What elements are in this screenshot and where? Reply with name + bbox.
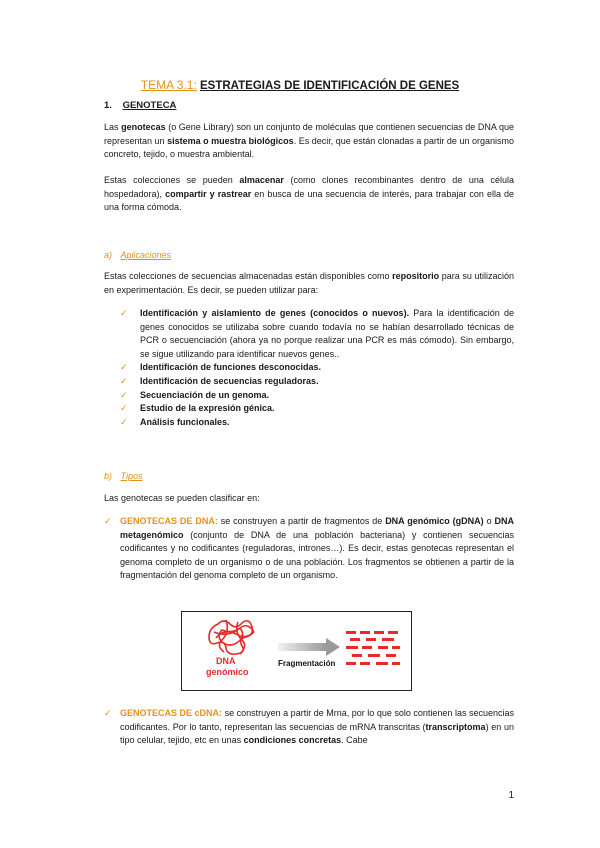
page-number: 1 [508,790,514,801]
bold-run: almacenar [239,175,284,185]
text-run: o [483,516,495,526]
title-text: ESTRATEGIAS DE IDENTIFICACIÓN DE GENES [200,80,460,92]
text-run: se construyen a partir de Mrna, por lo que solo contienen las secuencias codificantes. Por lo tanto, representan las secuencias de mRNA transcritas ( [120,708,514,732]
genotecas-cdna-heading: GENOTECAS DE cDNA: [120,708,223,718]
checkmark-icon: ✓ [120,389,128,400]
intro-paragraph-1 [104,121,514,162]
checkmark-icon: ✓ [120,375,128,386]
list-item [120,361,514,375]
fragmentation-diagram [182,612,411,690]
checkmark-icon: ✓ [120,403,128,414]
title-number: TEMA 3.1: [140,78,197,92]
subsection-heading-tipos [104,471,142,481]
bold-run: Identificación de secuencias reguladoras. [140,375,319,386]
list-item [120,402,514,416]
bold-run: Identificación de funciones desconocidas. [140,362,322,373]
text-run: Las [104,122,122,132]
tipos-list-gdna [104,515,514,583]
dna-fragments-icon [346,631,400,665]
intro-paragraph-2 [104,174,514,215]
text-run: (conjunto de DNA de una población bacteriana) y contienen secuencias codificantes y no codificantes (reguladoras, intrones…). Es decir, estas genotecas representan el genoma completo de un organismo o de una población. Los fragmentos se obtienen a partir de la fragmentación del genoma completo de un organismo. [120,529,514,581]
bold-run: compartir y rastrear [165,188,252,199]
subsection-letter: a) [104,250,113,260]
checkmark-icon: ✓ [120,416,128,427]
subsection-letter: b) [104,471,113,481]
checkmark-icon: ✓ [120,308,128,318]
bold-run: genotecas [121,122,166,132]
text-run: Para la identificación de genes conocidos se utilizaba sobre cuando todavía no se habían desarrollado técnicas de PCR o secuenciación (ahora ya no porque realizar una PCR es más cómodo). Sin embargo, se sigue utilizando para identificar nuevos genes.. [140,308,515,359]
bold-run: Identificación y aislamiento de genes (conocidos o nuevos). [140,308,410,318]
document-title [0,78,600,92]
list-item [104,515,514,583]
bold-run: repositorio [392,271,440,281]
text-run: (o Gene Library) son un conjunto de moléculas que contienen secuencias de DNA que representan un [104,122,514,146]
tipos-list-cdna [104,707,514,748]
fragmentation-figure [181,611,412,691]
text-run: en busca de una secuencia de interés, para trabajar con ella de una forma cómoda. [104,188,515,213]
list-item [104,707,514,748]
list-item [120,416,514,430]
figure-label-dna: DNA [216,656,236,666]
text-run: . Es decir, que están clonadas a partir de un organismo concreto, tejido, o muestra ambiental. [104,135,514,160]
checkmark-icon: ✓ [104,516,112,526]
figure-arrow-label: Fragmentación [278,659,336,668]
text-run: ) en un tipo celular, tejido, etc en unas [120,721,514,746]
section-label: GENOTECA [122,100,177,111]
text-run: se construyen a partir de fragmentos de [217,516,386,526]
bold-run: Secuenciación de un genoma. [140,389,270,400]
aplicaciones-intro [104,270,514,297]
bold-run: condiciones concretas [243,735,342,746]
bold-run: DNA genómico (gDNA) [385,516,484,526]
subsection-heading-aplicaciones [104,250,171,260]
aplicaciones-list [120,307,514,429]
bold-run: sistema o muestra biológicos [167,135,294,146]
bold-run: Análisis funcionales. [140,416,230,427]
text-run: Estas colecciones de secuencias almacenadas están disponibles como [104,271,393,281]
text-run: Estas colecciones se pueden [104,175,240,185]
checkmark-icon: ✓ [104,708,112,718]
list-item [120,307,514,361]
list-item [120,375,514,389]
figure-label-genomico: genómico [206,667,249,677]
tipos-intro: Las genotecas se pueden clasificar en: [104,493,260,503]
bold-run: Estudio de la expresión génica. [140,403,275,414]
section-heading-genoteca [104,100,176,111]
text-run: (como clones recombinantes dentro de una célula hospedadora), [104,175,514,199]
genomic-dna-tangle-icon [209,620,254,654]
text-run: para su utilización en experimentación. Es decir, se pueden utilizar para: [104,271,514,295]
subsection-label: Aplicaciones [120,250,172,260]
bold-run: DNA metagenómico [120,516,514,540]
bold-run: transcriptoma [425,721,486,732]
list-item [120,389,514,403]
text-run: . Cabe [341,735,368,746]
checkmark-icon: ✓ [120,362,128,373]
section-number: 1. [104,100,112,111]
genotecas-dna-heading: GENOTECAS DE DNA: [120,516,218,526]
subsection-label: Tipos [120,471,143,481]
arrow-icon [278,638,340,656]
